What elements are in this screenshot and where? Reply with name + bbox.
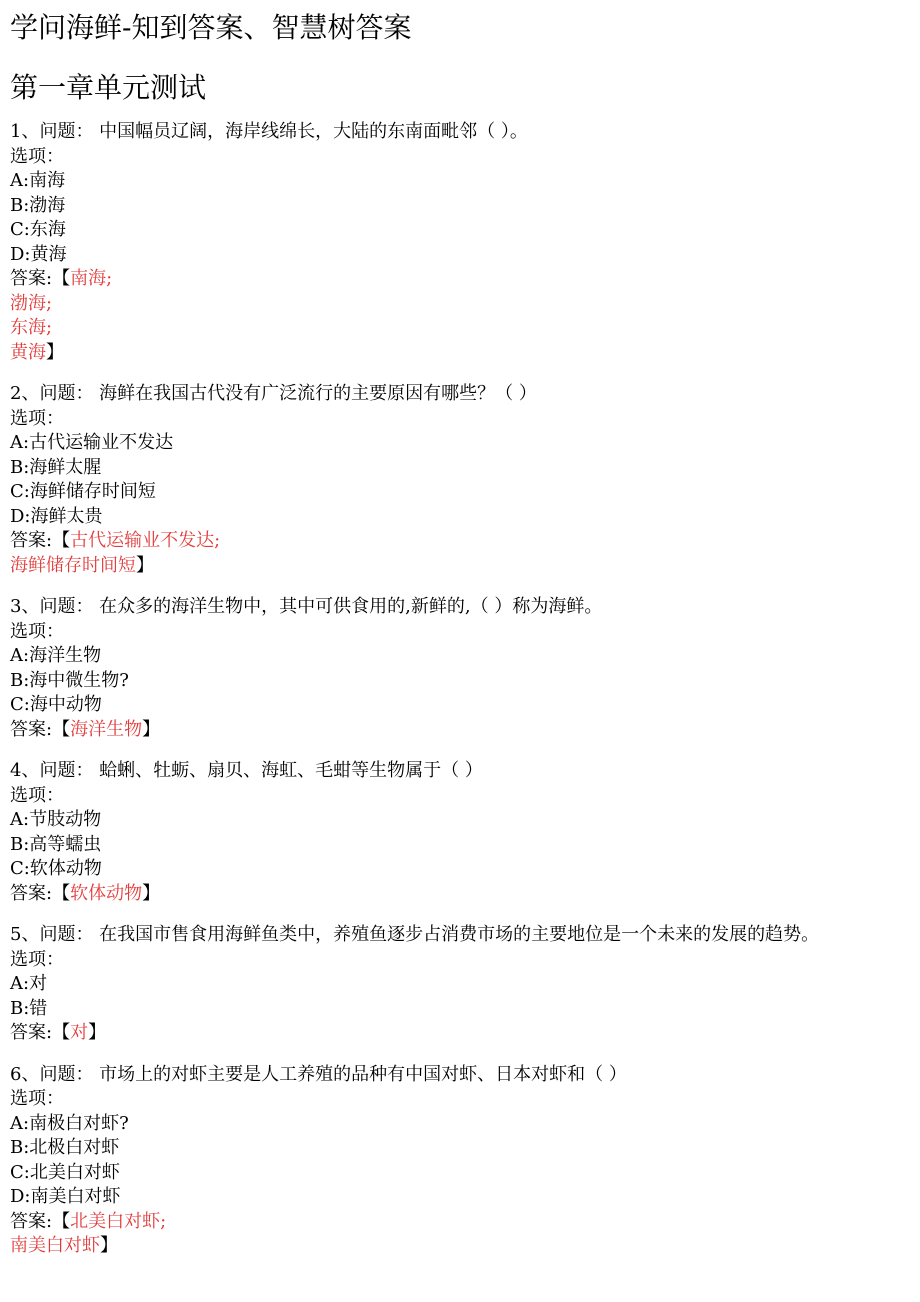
option-item: C:北美白对虾 <box>10 1161 120 1183</box>
answer-prefix: 答案: <box>10 718 53 740</box>
question-text: 4、问题： 蛤蜊、牡蛎、扇贝、海虹、毛蚶等生物属于（ ） <box>10 760 483 781</box>
answer-prefix: 答案: <box>10 1210 53 1232</box>
answer-bracket-open: 【 <box>52 882 71 904</box>
question-text: 2、问题： 海鲜在我国古代没有广泛流行的主要原因有哪些？（ ） <box>10 383 537 404</box>
answer-text: 北美白对虾; <box>70 1210 167 1232</box>
answer-text: 对 <box>70 1022 89 1043</box>
question-block <box>10 382 920 578</box>
option-item: B:海鲜太腥 <box>10 456 102 478</box>
option-item: D:黄海 <box>10 243 67 265</box>
answer-line <box>10 316 920 341</box>
answer-text: 南海; <box>70 268 113 289</box>
options-label: 选项： <box>10 620 64 642</box>
answer-text: 海鲜储存时间短 <box>10 554 136 576</box>
answer-bracket-close: 】 <box>136 554 154 576</box>
question-text: 3、问题： 在众多的海洋生物中，其中可供食用的,新鲜的,（ ）称为海鲜。 <box>10 596 603 617</box>
options-label: 选项： <box>10 784 64 806</box>
answer-text: 软体动物 <box>70 882 143 904</box>
question-text: 1、问题： 中国幅员辽阔，海岸线绵长，大陆的东南面毗邻（ ）。 <box>10 121 528 142</box>
option-item: A:古代运输业不发达 <box>10 432 174 453</box>
option-item: A:南极白对虾? <box>10 1112 129 1134</box>
answer-line <box>10 1210 920 1235</box>
answer-text: 南美白对虾 <box>10 1235 100 1256</box>
answer-bracket-close: 】 <box>142 718 161 740</box>
option-item: A:海洋生物 <box>10 645 102 666</box>
option-item: A:对 <box>10 973 48 994</box>
option-item: B:海中微生物? <box>10 669 129 691</box>
options-label: 选项： <box>10 948 64 970</box>
answer-line <box>10 882 920 907</box>
options-label: 选项： <box>10 407 64 429</box>
answer-line <box>10 529 920 554</box>
options-label: 选项： <box>10 145 64 167</box>
answer-bracket-open: 【 <box>52 718 71 740</box>
question-block <box>10 759 920 906</box>
question-block <box>10 595 920 742</box>
option-item: D:海鲜太贵 <box>10 505 103 527</box>
answer-line <box>10 554 920 579</box>
answer-line <box>10 1234 920 1259</box>
answer-prefix: 答案: <box>10 268 53 289</box>
question-text: 5、问题： 在我国市售食用海鲜鱼类中，养殖鱼逐步占消费市场的主要地位是一个未来的发展的趋势。 <box>10 924 820 945</box>
question-list <box>10 120 920 1259</box>
answer-line <box>10 718 920 743</box>
answer-prefix: 答案: <box>10 882 53 904</box>
answer-bracket-close: 】 <box>88 1022 107 1043</box>
answer-line <box>10 267 920 292</box>
option-item: A:南海 <box>10 170 66 191</box>
question-text: 6、问题： 市场上的对虾主要是人工养殖的品种有中国对虾、日本对虾和（ ） <box>10 1063 627 1085</box>
question-block <box>10 923 920 1046</box>
answer-prefix: 答案: <box>10 1022 53 1043</box>
answer-text: 黄海 <box>10 341 46 363</box>
option-item: C:海鲜储存时间短 <box>10 481 156 502</box>
answer-bracket-close: 】 <box>142 882 161 904</box>
option-item: C:软体动物 <box>10 858 102 879</box>
answer-bracket-close: 】 <box>46 341 64 363</box>
question-block <box>10 120 920 365</box>
answer-text: 东海; <box>10 317 53 338</box>
answer-line <box>10 341 920 366</box>
chapter-title: 第一章单元测试 <box>10 71 207 104</box>
answer-bracket-open: 【 <box>52 1022 71 1043</box>
answer-bracket-open: 【 <box>52 1210 71 1232</box>
answer-line <box>10 1021 920 1046</box>
option-item: B:北极白对虾 <box>10 1137 120 1158</box>
question-block <box>10 1063 920 1259</box>
answer-bracket-open: 【 <box>52 268 71 289</box>
answer-line <box>10 292 920 317</box>
answer-prefix: 答案: <box>10 530 53 551</box>
option-item: C:海中动物 <box>10 694 102 715</box>
option-item: B:错 <box>10 997 48 1019</box>
option-item: A:节肢动物 <box>10 809 102 830</box>
option-item: B:高等蠕虫 <box>10 833 102 855</box>
answer-bracket-close: 】 <box>100 1235 118 1256</box>
site-title: 学问海鲜-知到答案、智慧树答案 <box>10 11 412 44</box>
answer-text: 古代运输业不发达; <box>70 530 221 551</box>
option-item: B:渤海 <box>10 194 66 216</box>
options-label: 选项： <box>10 1088 64 1109</box>
option-item: D:南美白对虾 <box>10 1186 121 1207</box>
option-item: C:东海 <box>10 219 66 240</box>
answer-bracket-open: 【 <box>52 530 71 551</box>
answer-text: 海洋生物 <box>70 718 143 740</box>
answer-text: 渤海; <box>10 292 53 314</box>
